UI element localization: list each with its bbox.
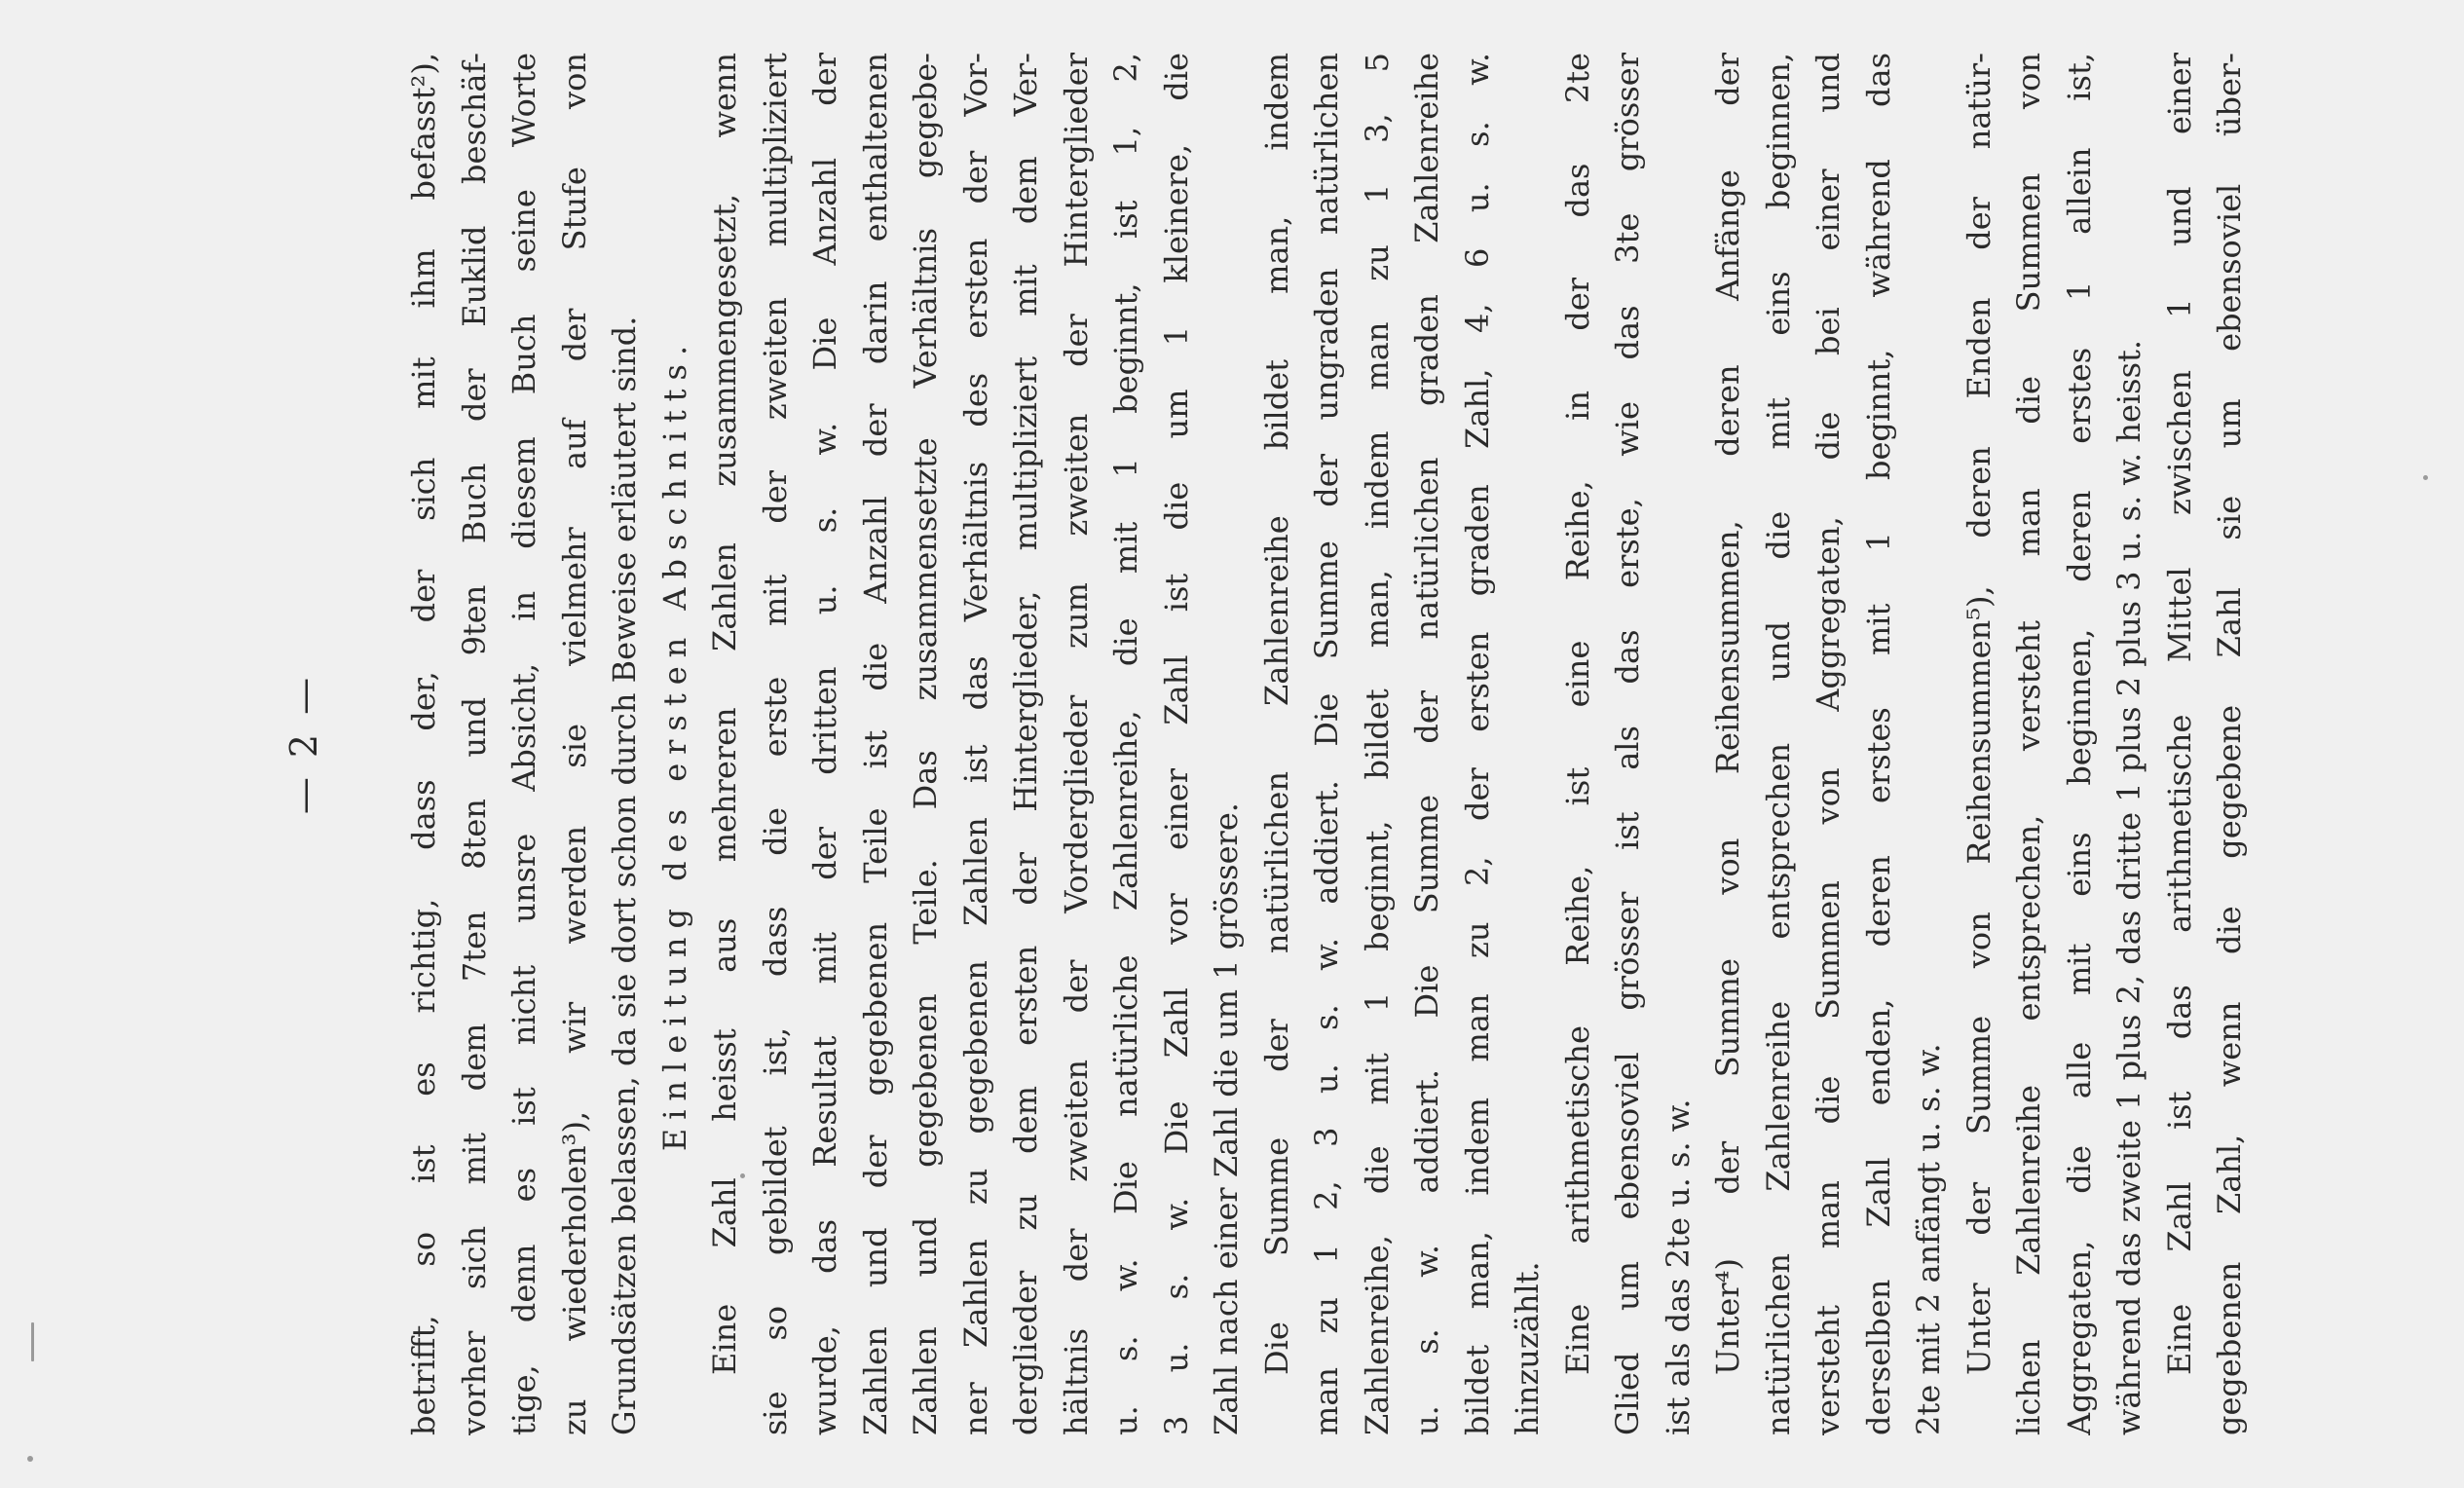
text-line: u. s. w. Die natürliche Zahlenreihe, die mit 1 beginnt, ist 1, 2,: [1107, 53, 1144, 1435]
text-line: man zu 1 2, 3 u. s. w. addiert. Die Summe der ungraden natürlichen: [1308, 53, 1345, 1435]
text-line: Zahlen und der gegebenen Teile ist die Anzahl der darin enthaltenen: [856, 53, 894, 1435]
text-line: während das zweite 1 plus 2, das dritte 1 plus 2 plus 3 u. s. w. heisst.: [2110, 339, 2147, 1435]
text-line: betrifft, so ist es richtig, dass der, der sich mit ihm befasst²),: [405, 53, 442, 1435]
text-line: natürlichen Zahlenreihe entsprechen und die mit eins beginnen,: [1759, 53, 1797, 1435]
section-heading: Einleitung des ersten Abschnitts.: [655, 336, 693, 1152]
text-line: hinzuzählt.: [1509, 1261, 1546, 1435]
text-line: Grundsätzen belassen, da sie dort schon durch Beweise erläutert sind.: [606, 316, 643, 1435]
paper-speck: [2423, 475, 2428, 480]
text-line: tige, denn es ist nicht unsre Absicht, in diesem Buch seine Worte: [505, 53, 542, 1435]
text-line: versteht man die Summen von Aggregaten, die bei einer und: [1810, 53, 1847, 1435]
text-line: Unter⁴) der Summe von Reihensummen, deren Anfänge der: [1709, 53, 1746, 1375]
page-content: [282, 53, 2248, 1435]
text-line: Aggregaten, die alle mit eins beginnen, deren erstes 1 allein ist,: [2060, 53, 2098, 1435]
text-line: zu wiederholen³), wir werden sie vielmehr auf der Stufe von: [555, 53, 593, 1435]
paper-speck: [31, 1322, 34, 1361]
text-line: derglieder zu dem ersten der Hinterglieder, multipliziert mit dem Ver-: [1007, 53, 1044, 1435]
text-line: bildet man, indem man zu 2, der ersten graden Zahl, 4, 6 u. s. w.: [1458, 53, 1496, 1435]
text-line: Eine Zahl ist das arithmetische Mittel zwischen 1 und einer: [2160, 53, 2198, 1375]
text-line: lichen Zahlenreihe entsprechen, versteht man die Summen von: [2010, 53, 2047, 1435]
paper-speck: [27, 1456, 33, 1462]
page-number: — 2 —: [282, 673, 325, 815]
text-line: u. s. w. addiert. Die Summe der natürlichen graden Zahlenreihe: [1408, 53, 1445, 1435]
text-line: 3 u. s. w. Die Zahl vor einer Zahl ist die um 1 kleinere, die: [1157, 53, 1195, 1435]
text-line: Zahlen und gegebenen Teile. Das zusammensetzte Verhältnis gegebe-: [907, 53, 944, 1435]
text-line: Zahlenreihe, die mit 1 beginnt, bildet man, indem man zu 1 3, 5: [1358, 53, 1396, 1435]
text-line: wurde, das Resultat mit der dritten u. s. w. Die Anzahl der: [806, 53, 843, 1435]
text-line: Zahl nach einer Zahl die um 1 grössere.: [1208, 802, 1245, 1435]
text-line: Die Summe der natürlichen Zahlenreihe bildet man, indem: [1257, 53, 1295, 1375]
text-line: hältnis der zweiten der Vorderglieder zum zweiten der Hinterglieder: [1057, 53, 1095, 1435]
text-line: ner Zahlen zu gegebenen Zahlen ist das Verhältnis des ersten der Vor-: [956, 53, 994, 1435]
text-line: Unter der Summe von Reihensummen⁵), deren Enden der natür-: [1960, 53, 1997, 1375]
text-line: 2te mit 2 anfängt u. s. w.: [1910, 1043, 1947, 1435]
text-line: sie so gebildet ist, dass die erste mit der zweiten multipliziert: [756, 53, 794, 1435]
text-line: gegebenen Zahl, wenn die gegebene Zahl sie um ebensoviel über-: [2211, 53, 2248, 1435]
text-line: ist als das 2te u. s. w.: [1659, 1098, 1697, 1435]
text-line: derselben Zahl enden, deren erstes mit 1 beginnt, während das: [1859, 53, 1897, 1435]
text-line: Eine arithmetische Reihe, ist eine Reihe, in der das 2te: [1558, 53, 1596, 1375]
text-line: Eine Zahl heisst aus mehreren Zahlen zusammengesetzt, wenn: [706, 53, 743, 1375]
text-line: Glied um ebensoviel grösser ist als das erste, wie das 3te grösser: [1609, 53, 1646, 1435]
text-line: vorher sich mit dem 7ten 8ten und 9ten Buch der Euklid beschäf-: [455, 53, 493, 1435]
